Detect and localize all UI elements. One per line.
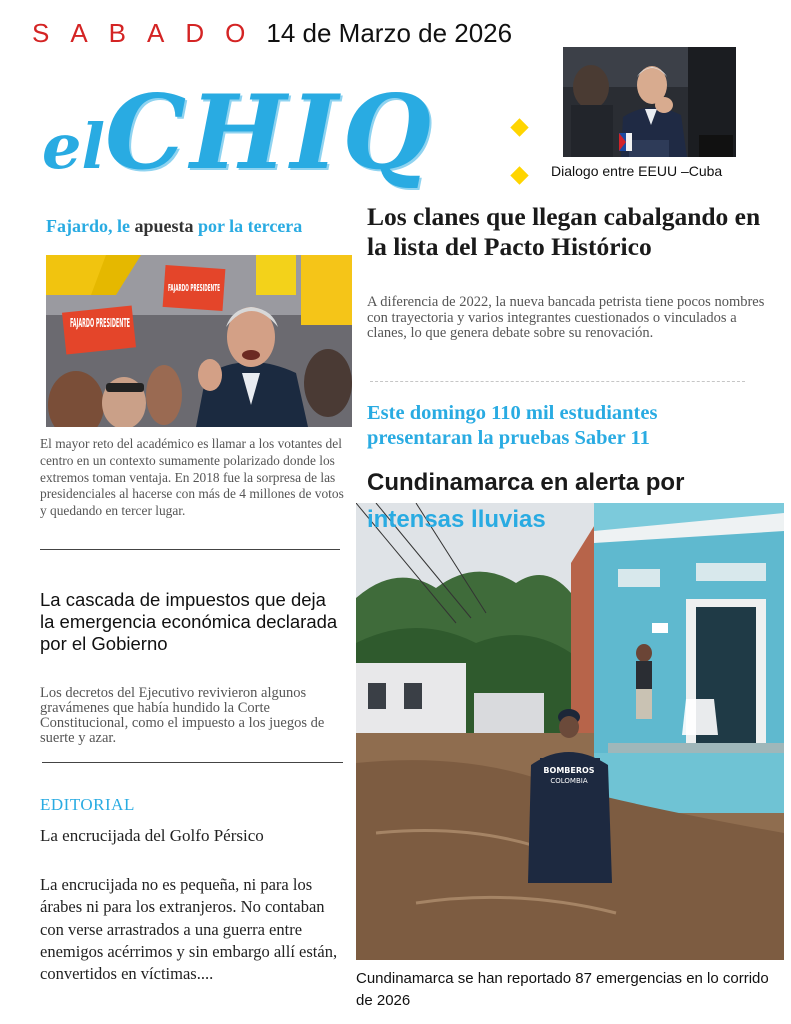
masthead-el: el <box>42 110 105 183</box>
masthead-title <box>42 73 512 193</box>
flood-photo-caption: Cundinamarca se han reportado 87 emergencias en lo corrido de 2026 <box>356 970 769 1009</box>
clanes-body: A diferencia de 2022, la nueva bancada petrista tiene pocos nombres con trayectoria y varios integrantes cuestionados o vinculados a clanes, lo que genera debate sobre su renovación. <box>367 294 765 341</box>
fajardo-rally-illustration <box>46 255 352 427</box>
flood-illustration <box>356 503 784 960</box>
divider-2 <box>42 762 343 763</box>
sign-fajardo-left: FAJARDO PRESIDENTE <box>70 316 130 330</box>
day-name: SABADO <box>32 18 267 48</box>
clanes-headline[interactable]: Los clanes que llegan cabalgando en la lista del Pacto Histórico <box>367 202 761 261</box>
fajardo-photo[interactable] <box>46 255 352 427</box>
cuba-dialogue-illustration <box>563 47 736 157</box>
vest-text-colombia: COLOMBIA <box>550 777 588 785</box>
impuestos-headline[interactable]: La cascada de impuestos que deja la emergencia económica declarada por el Gobierno <box>40 589 338 654</box>
editorial-body: La encrucijada no es pequeña, ni para los árabes ni para los extranjeros. No contaban con verse arrastrados a una guerra entre enemigos acérrimos y sin embargo allí están, convertidos en víctimas.... <box>40 875 338 984</box>
date-line <box>32 18 512 49</box>
fajardo-headline-part-1: Fajardo, le <box>46 216 135 236</box>
dashed-divider <box>370 381 745 382</box>
cuba-dialogue-photo[interactable] <box>563 47 736 157</box>
fajardo-headline-part-2: apuesta <box>134 216 194 236</box>
editorial-label: EDITORIAL <box>40 795 135 814</box>
cundinamarca-headline-line-1[interactable]: Cundinamarca en alerta por <box>367 469 685 496</box>
divider-1 <box>40 549 340 550</box>
colon-dot-top <box>510 118 528 136</box>
date-text: 14 de Marzo de 2026 <box>266 18 513 48</box>
saber-headline[interactable]: Este domingo 110 mil estudiantes presentaran la pruebas Saber 11 <box>367 402 658 449</box>
cundinamarca-headline-line-2[interactable]: intensas lluvias <box>367 506 546 533</box>
flood-photo[interactable] <box>356 503 784 960</box>
colon-dot-bottom <box>510 166 528 184</box>
masthead-chiq: CHIQ <box>105 73 436 193</box>
editorial-title[interactable]: La encrucijada del Golfo Pérsico <box>40 826 264 845</box>
vest-text-bomberos: BOMBEROS <box>543 766 595 775</box>
sign-fajardo-right: FAJARDO PRESIDENTE <box>168 283 221 294</box>
fajardo-headline[interactable] <box>46 216 346 237</box>
masthead-logo[interactable] <box>42 73 512 207</box>
cuba-photo-caption: Dialogo entre EEUU –Cuba <box>551 163 723 179</box>
fajardo-headline-part-3: por la tercera <box>193 216 303 236</box>
impuestos-body: Los decretos del Ejecutivo revivieron algunos gravámenes que había hundido la Corte Constitucional, como el impuesto a los juegos de suerte y azar. <box>40 685 325 746</box>
fajardo-body: El mayor reto del académico es llamar a los votantes del centro en un contexto sumamente polarizado donde los extremos toman ventaja. En 2018 fue la sorpresa de las presidenciales al hacerse con más de 4 millones de votos y quedando en tercer lugar. <box>40 436 344 519</box>
